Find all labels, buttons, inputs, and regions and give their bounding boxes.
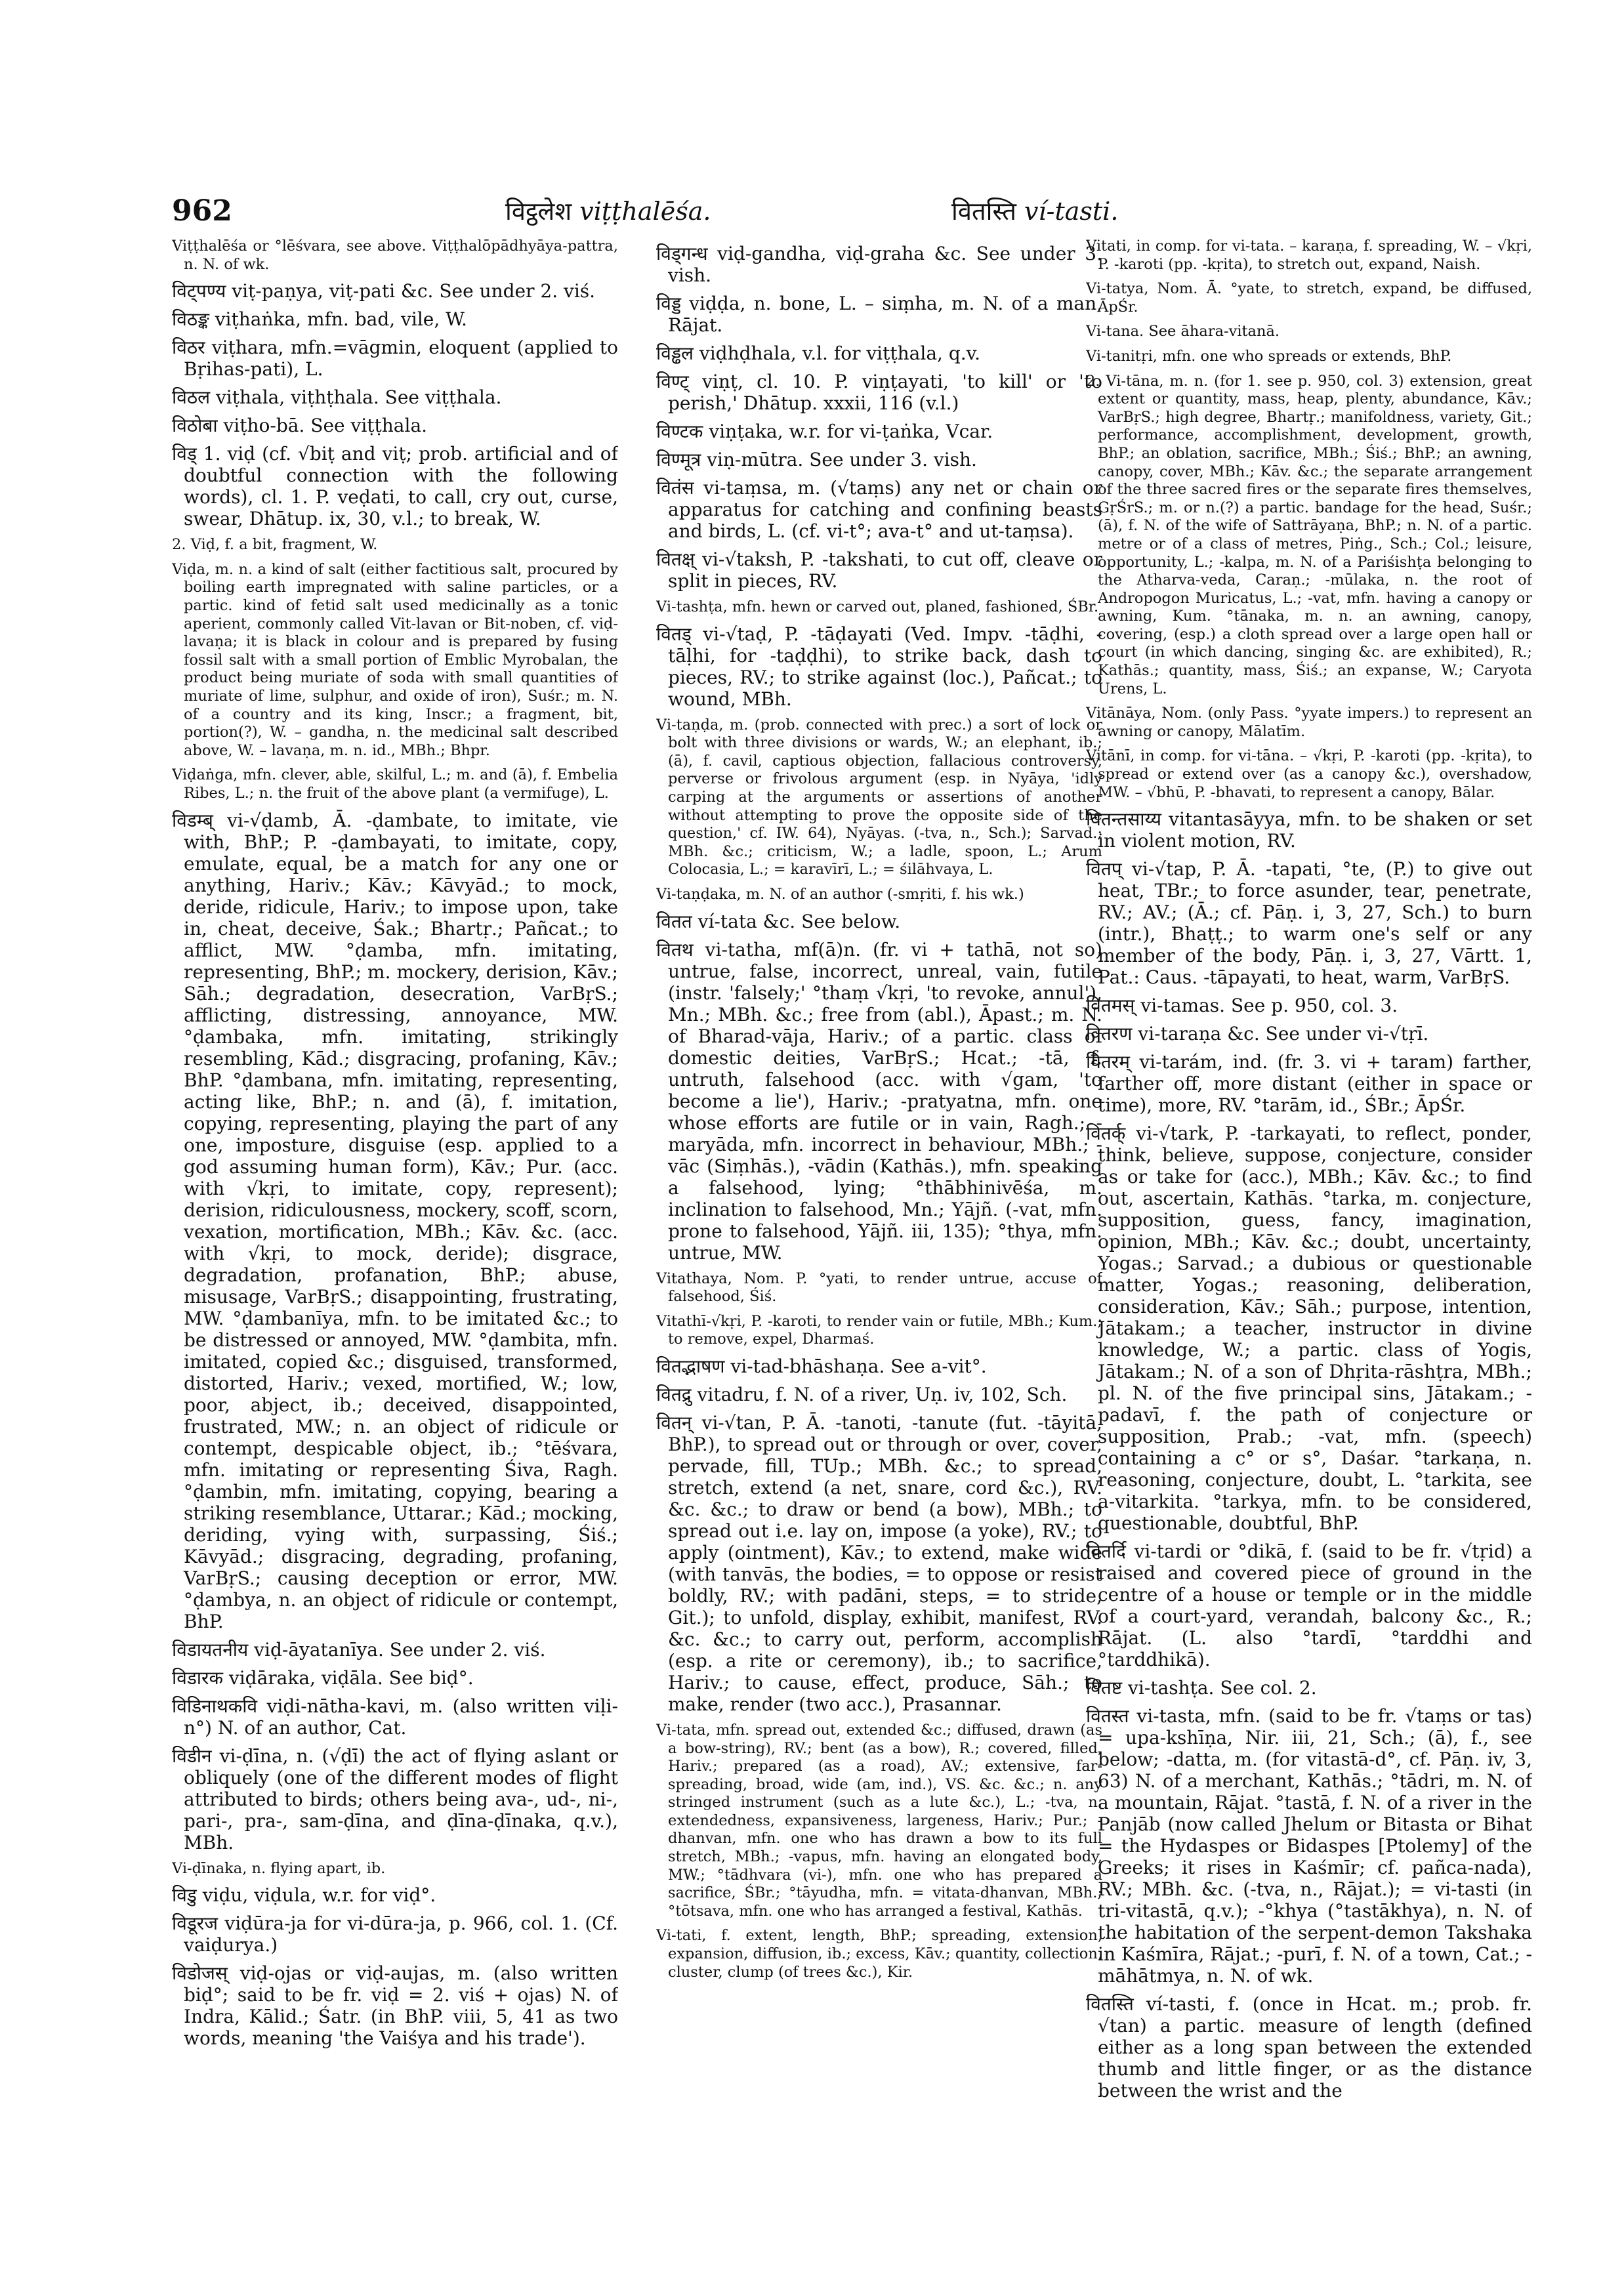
dictionary-entry: विठङ्क viṭhaṅka, mfn. bad, vile, W. xyxy=(172,308,467,331)
dictionary-entry: विडम्ब् vi-√ḍamb, Ā. -ḍambate, to imitate, vie with, BhP.; P. -ḍambayati, to imitate, copy, emulate, equal, be a match for any one or anything, Hariv.; Kāv.; Kāvyād.; to mock, deride, ridicule, Hariv.; to impose upon, take in, cheat, deceive, Śak.; Bhartṛ.; Pañcat.; to afflict, MW. °ḍamba, mfn. imitating, representing, BhP.; m. mockery, derision, Kāv.; Sāh.; degradation, desecration, VarBṛS.; afflicting, distressing, annoyance, MW. °ḍambaka, mfn. imitating, strikingly resembling, Kād.; disgracing, profaning, Kāv.; BhP. °ḍambana, mfn. imitating, representing, acting like, BhP.; n. and (ā), f. imitation, copying, representing, playing the part of any one, imposture, disguise (esp. applied to a god assuming human form), Kāv.; Pur. (acc. with √kṛi, to imitate, copy, represent); derision, ridiculousness, mockery, scoff, scorn, vexation, mortification, MBh.; Kāv. &c. (acc. with √kṛi, to mock, deride); disgrace, degradation, profanation, BhP.; abuse, misusage, VarBṛS.; disappointing, frustrating, MW. °ḍambanīya, mfn. to be imitated &c.; to be distressed or annoyed, MW. °ḍambita, mfn. imitated, copied &c.; disguised, transformed, distorted, Hariv.; vexed, mortified, W.; low, poor, abject, ib.; deceived, disappointed, frustrated, MW.; n. an object of ridicule or contempt, despicable object, ib.; °tēśvara, mfn. imitating or representing Śiva, Ragh. °ḍambin, mfn. imitating, copying, bearing a striking resemblance, Uttarar.; Kād.; mocking, deriding, vying with, surpassing, Śiś.; Kāvyād.; disgracing, degrading, profaning, VarBṛS.; causing deception or error, MW. °ḍambya, n. an object of ridicule or contempt, BhP. xyxy=(172,809,618,1632)
column-2 xyxy=(656,238,1102,2278)
dictionary-entry: Vitathaya, Nom. P. °yati, to render untrue, accuse of falsehood, Śiś. xyxy=(656,1270,1102,1306)
dictionary-entry: Vi-tatya, Nom. Ā. °yate, to stretch, expand, be diffused, ĀpŚr. xyxy=(1086,280,1532,316)
dictionary-entry: 2. Viḍ, f. a bit, fragment, W. xyxy=(172,536,378,554)
dictionary-entry: Vitati, in comp. for vi-tata. – karaṇa, f. spreading, W. – √kṛi, P. -karoti (pp. -kṛita), to stretch out, expand, Naish. xyxy=(1086,238,1532,273)
dictionary-entry: Vi-tati, f. extent, length, BhP.; spreading, extension, expansion, diffusion, ib.; excess, Kāv.; quantity, collection, cluster, clump (of trees &c.), Kir. xyxy=(656,1927,1102,1981)
dictionary-entry: वितर्दि vi-tardi or °dikā, f. (said to be fr. √tṛid) a raised and covered piece of ground in the centre of a house or temple or in the middle of a court-yard, verandah, balcony &c., R.; Rājat. (L. also °tardī, °tarddhi and °tarddhikā). xyxy=(1086,1540,1532,1671)
dictionary-entry: वितरण vi-taraṇa &c. See under vi-√tṛī. xyxy=(1086,1023,1429,1045)
dictionary-entry: Viḍa, m. n. a kind of salt (either factitious salt, procured by boiling earth impregnated with saline particles, or a partic. kind of fetid salt used medicinally as a tonic aperient, commonly called Vit-lavan or Bit-noben, cf. viḍ-lavaṇa; it is black in colour and is prepared by fusing fossil salt with a small portion of Emblic Myrobalan, the product being muriate of soda with small quantities of muriate of lime, sulphur, and oxide of iron), Suśr.; m. N. of a country and its king, Inscr.; a fragment, bit, portion(?), W. – gandha, n. the medicinal salt described above, W. – lavaṇa, m. n. id., MBh.; Bhpr. xyxy=(172,560,618,759)
dictionary-entry: विठोबा viṭho-bā. See viṭṭhala. xyxy=(172,415,428,437)
dictionary-entry: Viṭṭhalēśa or °lēśvara, see above. Viṭṭhalōpādhyāya-pattra, n. N. of wk. xyxy=(172,238,618,273)
column-1 xyxy=(172,238,618,2278)
page-number: 962 xyxy=(172,194,232,228)
dictionary-entry: विण्मूत्र viṇ-mūtra. See under 3. vish. xyxy=(656,449,977,470)
dictionary-entry: वितड् vi-√taḍ, P. -tāḍayati (Ved. Impv. -tāḍhi, -tāḷhi, for -taḍḍhi), to strike back, dash to pieces, RV.; to strike against (loc.), Pañcat.; to wound, MBh. xyxy=(656,623,1102,710)
dictionary-entry: विडु viḍu, viḍula, w.r. for viḍ°. xyxy=(172,1884,436,1907)
running-head-left xyxy=(505,192,711,231)
dictionary-entry: Vi-taṇḍa, m. (prob. connected with prec.) a sort of lock or bolt with three divisions or wards, W.; an elephant, ib.; (ā), f. cavil, captious objection, fallacious controversy, perverse or frivolous argument (esp. in Nyāya, 'idly carping at the arguments or assertions of another without attempting to prove the opposite side of the question,' cf. IW. 64), Nyāyas. (-tva, n., Sch.); Sarvad.; MBh. &c.; criticism, W.; a ladle, spoon, L.; Arum Colocasia, L.; = karavīrī, L.; = śilāhvaya, L. xyxy=(656,716,1102,879)
dictionary-entry: विडारक viḍāraka, viḍāla. See biḍ°. xyxy=(172,1666,474,1689)
dictionary-entry: विठर viṭhara, mfn.=vāgmin, eloquent (applied to Bṛihas-pati), L. xyxy=(172,337,618,381)
dictionary-entry: Vi-tana. See āhara-vitanā. xyxy=(1086,323,1280,341)
dictionary-entry: वितष्ट vi-tashṭa. See col. 2. xyxy=(1086,1677,1317,1699)
dictionary-entry: Vitānī, in comp. for vi-tāna. – √kṛi, P. -karoti (pp. -kṛita), to spread or extend over (as a canopy &c.), overshadow, MW. – √bhū, P. -bhavati, to represent a canopy, Bālar. xyxy=(1086,747,1532,801)
dictionary-entry: विडूरज viḍūra-ja for vi-dūra-ja, p. 966, col. 1. (Cf. vaiḍurya.) xyxy=(172,1912,618,1956)
dictionary-entry: Vitathī-√kṛi, P. -karoti, to render vain or futile, MBh.; Kum.; to remove, expel, Dharmaś. xyxy=(656,1312,1102,1348)
dictionary-entry: विडायतनीय viḍ-āyatanīya. See under 2. viś. xyxy=(172,1638,546,1661)
dictionary-entry: विठल viṭhala, viṭhṭhala. See viṭṭhala. xyxy=(172,386,502,409)
dictionary-entry: वितथ vi-tatha, mf(ā)n. (fr. vi + tathā, not so) untrue, false, incorrect, unreal, vain, futile (instr. 'falsely;' °thaṃ √kṛi, 'to revoke, annul'), Mn.; MBh. &c.; free from (abl.), Āpast.; m. N. of Bharad-vāja, Hariv.; of a partic. class of domestic deities, VarBṛS.; Hcat.; -tā, f. untruth, falsehood (acc. with √gam, 'to become a lie'), Hariv.; -pratyatna, mfn. one whose efforts are futile or in vain, Ragh.; -maryāda, mfn. incorrect in behaviour, MBh.; -vāc (Siṃhās.), -vādin (Kathās.), mfn. speaking a falsehood, lying; °thābhinivēśa, m. inclination to falsehood, Mn.; Yājñ. (-vat, mfn. prone to falsehood, Yājñ. iii, 135); °thya, mfn. untrue, MW. xyxy=(656,938,1102,1264)
dictionary-entry: वितन् vi-√tan, P. Ā. -tanoti, -tanute (fut. -tāyitā, BhP.), to spread out or through or over, cover, pervade, fill, TUp.; MBh. &c.; to spread, stretch, extend (a net, snare, cord &c.), RV. &c. &c.; to draw or bend (a bow), MBh.; to spread out i.e. lay on, impose (a yoke), RV.; to apply (ointment), Kāv.; to extend, make wide (with tanvās, the bodies, = to oppose or resist boldly, RV.; with padāni, steps, = to stride, Git.); to unfold, display, exhibit, manifest, RV. &c. &c.; to carry out, perform, accomplish (esp. a rite or ceremony), ib.; to sacrifice, Hariv.; to cause, effect, produce, Sāh.; to make, render (two acc.), Prasannar. xyxy=(656,1411,1102,1715)
dictionary-entry: वितमस् vi-tamas. See p. 950, col. 3. xyxy=(1086,995,1398,1017)
dictionary-entry: वितन्तसाय्य vitantasāyya, mfn. to be shaken or set in violent motion, RV. xyxy=(1086,808,1532,852)
dictionary-entry: विडोजस् viḍ-ojas or viḍ-aujas, m. (also written biḍ°; said to be fr. viḍ = 2. viś + ojas) N. of Indra, Kālid.; Śatr. (in BhP. viii, 5, 41 as two words, meaning 'the Vaiśya and his trade'). xyxy=(172,1962,618,2050)
dictionary-entry: विडीन vi-ḍīna, n. (√ḍī) the act of flying aslant or obliquely (one of the different modes of flight attributed to birds; others being ava-, ud-, ni-, pari-, pra-, sam-ḍīna, and ḍīna-ḍīnaka, q.v.), MBh. xyxy=(172,1745,618,1853)
dictionary-entry: वितद्रु vitadru, f. N. of a river, Uṇ. iv, 102, Sch. xyxy=(656,1383,1068,1405)
dictionary-entry: Vi-taṇḍaka, m. N. of an author (-smṛiti, f. his wk.) xyxy=(656,885,1024,903)
dictionary-entry: वितप् vi-√tap, P. Ā. -tapati, °te, (P.) to give out heat, TBr.; to force asunder, tear, penetrate, RV.; AV.; (Ā.; cf. Pāṇ. i, 3, 27, Sch.) to burn (intr.), Bhaṭṭ.; to warm one's self or any member of the body, Pāṇ. i, 3, 27, Vārtt. 1, Pat.: Caus. -tāpayati, to heat, warm, VarBṛS. xyxy=(1086,858,1532,989)
dictionary-entry: विडिनाथकवि viḍi-nātha-kavi, m. (also written viḷi-n°) N. of an author, Cat. xyxy=(172,1695,618,1739)
dictionary-entry: वितस्ति ví-tasti, f. (once in Hcat. m.; prob. fr. √tan) a partic. measure of length (defined either as a long span between the extended thumb and little finger, or as the distance between the wrist and the xyxy=(1086,1993,1532,2102)
column-3 xyxy=(1086,238,1532,2278)
dictionary-entry: Vi-tata, mfn. spread out, extended &c.; diffused, drawn (as a bow-string), RV.; bent (as a bow), R.; covered, filled, Hariv.; prepared (as a road), AV.; extensive, far-spreading, broad, wide (am, ind.), VS. &c. &c.; n. any stringed instrument (such as a lute &c.), L.; -tva, n. extendedness, expansiveness, largeness, Hariv.; Pur.; -dhanvan, mfn. one who has drawn a bow to its full stretch, MBh.; -vapus, mfn. having an elongated body, MW.; °tādhvara (vi-), mfn. one who has prepared a sacrifice, ŚBr.; °tāyudha, mfn. = vitata-dhanvan, MBh.; °tōtsava, mfn. one who has arranged a festival, Kathās. xyxy=(656,1721,1102,1920)
running-head-right-roman: ví-tasti. xyxy=(1024,197,1119,226)
dictionary-entry: विट्पण्य viṭ-paṇya, viṭ-pati &c. See under 2. viś. xyxy=(172,280,596,302)
dictionary-entry: वितंस vi-taṃsa, m. (√taṃs) any net or chain or apparatus for catching and confining beasts and birds, L. (cf. vi-t°; ava-t° and ut-taṃsa). xyxy=(656,477,1102,542)
running-head-left-devanagari: विट्ठलेश xyxy=(505,197,572,226)
dictionary-entry: Viḍaṅga, mfn. clever, able, skilful, L.; m. and (ā), f. Embelia Ribes, L.; n. the fruit of the above plant (a vermifuge), L. xyxy=(172,766,618,802)
dictionary-entry: Vi-tanitṛi, mfn. one who spreads or extends, BhP. xyxy=(1086,347,1452,365)
dictionary-entry: Vitānāya, Nom. (only Pass. °yyate impers.) to represent an awning or canopy, Mālatīm. xyxy=(1086,705,1532,740)
dictionary-entry: विड्गन्ध viḍ-gandha, viḍ-graha &c. See under 3. vish. xyxy=(656,243,1102,286)
dictionary-entry: वितद्भाषण vi-tad-bhāshaṇa. See a-vit°. xyxy=(656,1355,987,1377)
dictionary-entry: विड्ड viḍḍa, n. bone, L. – siṃha, m. N. of a man, Rājat. xyxy=(656,293,1102,336)
dictionary-entry: विड् 1. viḍ (cf. √biṭ and viṭ; prob. artificial and of doubtful connection with the following words), cl. 1. P. veḍati, to call, cry out, curse, swear, Dhātup. ix, 30, v.l.; to break, W. xyxy=(172,443,618,530)
running-head-right-devanagari: वितस्ति xyxy=(951,197,1016,226)
running-head-left-roman: viṭṭhalēśa. xyxy=(579,197,711,226)
dictionary-entry: वितक्ष् vi-√taksh, P. -takshati, to cut off, cleave or split in pieces, RV. xyxy=(656,548,1102,592)
running-head-right xyxy=(951,192,1118,231)
dictionary-entry: विड्ढल viḍhḍhala, v.l. for viṭṭhala, q.v. xyxy=(656,342,981,364)
dictionary-entry: वितत ví-tata &c. See below. xyxy=(656,910,901,932)
dictionary-entry: Vi-tashṭa, mfn. hewn or carved out, planed, fashioned, ŚBr. xyxy=(656,598,1099,615)
dictionary-entry: Vi-ḍīnaka, n. flying apart, ib. xyxy=(172,1859,386,1877)
dictionary-entry: 2. Vi-tāna, m. n. (for 1. see p. 950, col. 3) extension, great extent or quantity, mass, heap, plenty, abundance, Kāv.; VarBṛS.; high degree, Bhartṛ.; manifoldness, variety, Git.; performance, accomplishment, development, growth, BhP.; an oblation, sacrifice, MBh.; Śiś.; BhP.; an awning, canopy, cover, MBh.; Kāv. &c.; the separate arrangement of the three sacred fires or the separate fires themselves, GṛŚrS.; m. or n.(?) a partic. bandage for the head, Suśr.; (ā), f. N. of the wife of Sattrāyaṇa, BhP.; n. N. of a partic. metre or of a class of metres, Piṅg., Sch.; Col.; leisure, opportunity, L.; -kalpa, m. N. of a Pariśishṭa belonging to the Atharva-veda, Caraṇ.; -mūlaka, n. the root of Andropogon Muricatus, L.; -vat, mfn. having a canopy or awning, Kum. °tānaka, m. n. an awning, canopy, covering, (esp.) a cloth spread over a large open hall or court (in which dancing, singing &c. are exhibited), R.; Kathās.; quantity, mass, Śiś.; an expanse, W.; Caryota Urens, L. xyxy=(1086,372,1532,697)
dictionary-entry: विण्टक viṇṭaka, w.r. for vi-ṭaṅka, Vcar. xyxy=(656,421,993,442)
dictionary-entry: विण्ट् viṇṭ, cl. 10. P. viṇṭayati, 'to kill' or 'to perish,' Dhātup. xxxii, 116 (v.l.) xyxy=(656,371,1102,414)
dictionary-entry: वितरम् vi-tarám, ind. (fr. 3. vi + taram) farther, farther off, more distant (either in space or time), more, RV. °tarām, id., ŚBr.; ĀpŚr. xyxy=(1086,1051,1532,1117)
dictionary-entry: वितर्क् vi-√tark, P. -tarkayati, to reflect, ponder, think, believe, suppose, conjecture, consider as or take for (acc.), MBh.; Kāv. &c.; to find out, ascertain, Kathās. °tarka, m. conjecture, supposition, guess, fancy, imagination, opinion, MBh.; Kāv. &c.; doubt, uncertainty, Yogas.; Sarvad.; a dubious or questionable matter, Yogas.; reasoning, deliberation, consideration, Kāv.; Sāh.; purpose, intention, Jātakam.; a teacher, instructor in divine knowledge, W.; a partic. class of Yogis, Jātakam.; N. of a son of Dhṛita-rāshṭra, MBh.; pl. N. of the five principal sins, Jātakam.; -padavī, f. the path of conjecture or supposition, Prab.; -vat, mfn. (speech) containing a c° or s°, Daśar. °tarkaṇa, n. reasoning, conjecture, doubt, L. °tarkita, see a-vitarkita. °tarkya, mfn. to be considered, questionable, doubtful, BhP. xyxy=(1086,1123,1532,1535)
dictionary-entry: वितस्त vi-tasta, mfn. (said to be fr. √taṃs or tas) = upa-kshīṇa, Nir. iii, 21, Sch.; (ā), f., see below; -datta, m. (for vitastā-d°, cf. Pāṇ. iv, 3, 63) N. of a merchant, Kathās.; °tādri, m. N. of a mountain, Rājat. °tastā, f. N. of a river in the Panjāb (now called Jhelum or Bitasta or Bihat = the Hydaspes or Bidaspes [Ptolemy] of the Greeks; it rises in Kaśmīr; cf. pañca-nada), RV.; MBh. &c. (-tva, n., Rājat.); = vi-tasti (in tri-vitastā, q.v.); -°khya (°tastākhya), n. N. of the habitation of the serpent-demon Takshaka in Kaśmīra, Rājat.; -purī, f. N. of a town, Cat.; -māhātmya, n. N. of wk. xyxy=(1086,1705,1532,1987)
